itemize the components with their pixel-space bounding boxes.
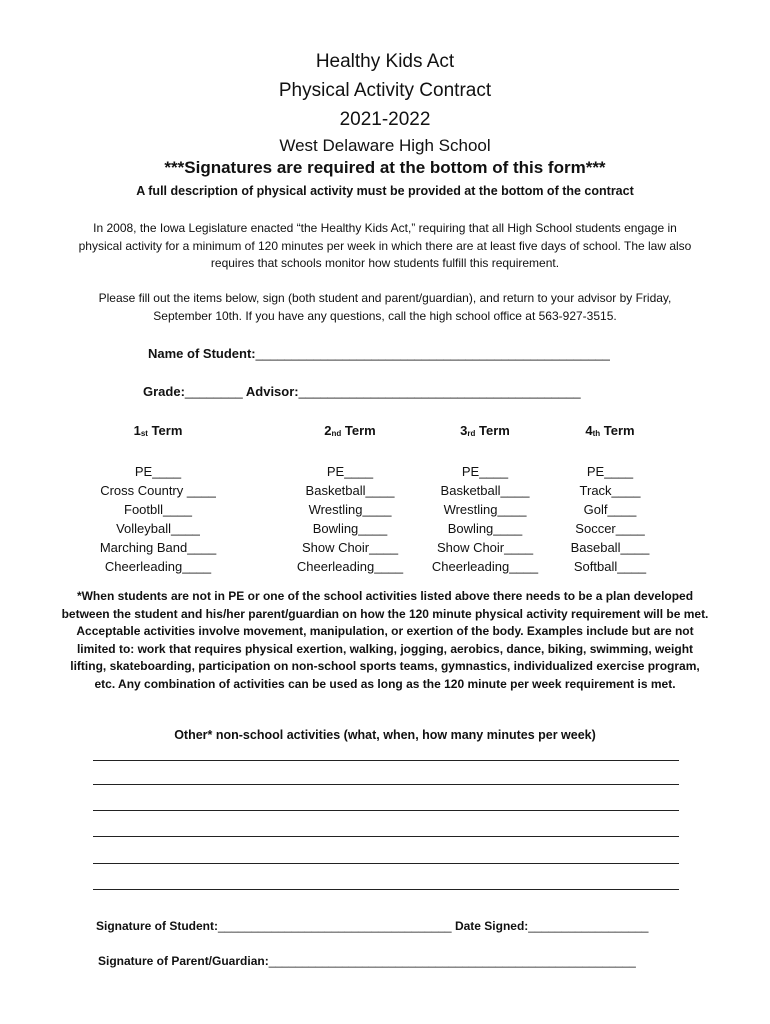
- activity-item[interactable]: Basketball____: [440, 483, 530, 498]
- activity-item[interactable]: Baseball____: [570, 540, 650, 555]
- parent-signature-label: Signature of Parent/Guardian:: [98, 954, 269, 968]
- student-signature-line[interactable]: ___________________________________: [218, 919, 452, 933]
- grade-label: Grade:: [143, 384, 185, 399]
- write-in-line[interactable]: [93, 810, 679, 811]
- activity-item[interactable]: PE____: [586, 464, 634, 479]
- school-name: West Delaware High School: [279, 136, 491, 155]
- term-header: $2_{nd}$ Term: [324, 423, 376, 438]
- student-signature-label: Signature of Student:: [96, 919, 218, 933]
- write-in-line[interactable]: [93, 863, 679, 864]
- write-in-line[interactable]: [93, 760, 679, 761]
- advisor-label: Advisor:: [245, 384, 299, 399]
- term-column-4: [530, 421, 690, 576]
- student-signature-row: [96, 919, 648, 933]
- term-header: $3_{rd}$ Term: [460, 423, 510, 438]
- grade-advisor-field[interactable]: [143, 384, 581, 399]
- activity-item[interactable]: PE____: [134, 464, 182, 479]
- description-notice: A full description of physical activity must be provided at the bottom of the contract: [136, 184, 634, 198]
- activity-item[interactable]: Footbll____: [124, 502, 192, 517]
- activity-item[interactable]: Show Choir____: [301, 540, 399, 555]
- activity-item[interactable]: PE____: [326, 464, 374, 479]
- activity-item[interactable]: Softball____: [573, 559, 647, 574]
- intro-paragraph-1: In 2008, the Iowa Legislature enacted “the Healthy Kids Act,” requiring that all High School students engage in physical activity for a minimum of 120 minutes per week in which there are at least five days of school. The law also requires that schools monitor how students fulfill this requirement.: [78, 221, 692, 270]
- activity-item[interactable]: Wrestling____: [308, 502, 392, 517]
- date-signed-line[interactable]: __________________: [528, 919, 649, 933]
- signature-notice: ***Signatures are required at the bottom of this form***: [164, 158, 606, 177]
- activity-item[interactable]: Cheerleading____: [296, 559, 404, 574]
- grade-line[interactable]: ________: [184, 384, 243, 399]
- activity-item[interactable]: Basketball____: [305, 483, 395, 498]
- student-name-field[interactable]: [148, 346, 610, 361]
- other-activities-label: Other* non-school activities (what, when, how many minutes per week): [174, 728, 596, 742]
- activity-plan-note: *When students are not in PE or one of the school activities listed above there needs to be a plan developed between the student and his/her parent/guardian on how the 120 minute physical activity requirement will be met. Acceptable activities involve movement, manipulation, or exertion of the body. Examples include but are not limited to: work that requires physical exertion, walking, jogging, aerobics, dance, biking, swimming, weight lifting, skateboarding, participation on non-school sports teams, gymnastics, individualized exercise program, etc. Any combination of activities can be used as long as the 120 minute per week requirement is met.: [61, 589, 709, 691]
- title-line-2: Physical Activity Contract: [278, 80, 492, 101]
- activity-item[interactable]: Bowling____: [312, 521, 388, 536]
- student-name-label: Name of Student:: [148, 346, 256, 361]
- parent-signature-row: [98, 954, 636, 968]
- term-header: $1_{st}$ Term: [133, 423, 183, 438]
- activity-item[interactable]: Track____: [579, 483, 641, 498]
- activity-item[interactable]: Wrestling____: [443, 502, 527, 517]
- title-line-1: Healthy Kids Act: [315, 51, 455, 72]
- activity-item[interactable]: Show Choir____: [436, 540, 534, 555]
- student-name-line[interactable]: _________________________________________________: [255, 346, 610, 361]
- activity-item[interactable]: PE____: [461, 464, 509, 479]
- intro-paragraph-2: Please fill out the items below, sign (both student and parent/guardian), and return to your advisor by Friday, September 10th. If you have any questions, call the high school office at 563-927-3515.: [98, 291, 672, 323]
- term-column-1: [78, 421, 238, 576]
- advisor-line[interactable]: _______________________________________: [298, 384, 581, 399]
- activity-item[interactable]: Golf____: [583, 502, 637, 517]
- write-in-line[interactable]: [93, 836, 679, 837]
- title-line-3: 2021-2022: [339, 109, 431, 130]
- write-in-line[interactable]: [93, 889, 679, 890]
- parent-signature-line[interactable]: _______________________________________________________: [268, 954, 636, 968]
- term-header: $4_{th}$ Term: [585, 423, 635, 438]
- write-in-line[interactable]: [93, 784, 679, 785]
- activity-item[interactable]: Volleyball____: [116, 521, 200, 536]
- activity-item[interactable]: Cheerleading____: [431, 559, 539, 574]
- date-signed-label: Date Signed:: [454, 919, 529, 933]
- activity-item[interactable]: Marching Band____: [99, 540, 217, 555]
- activity-item[interactable]: Cheerleading____: [104, 559, 212, 574]
- activity-item[interactable]: Bowling____: [447, 521, 523, 536]
- activity-item[interactable]: Soccer____: [575, 521, 645, 536]
- activity-item[interactable]: Cross Country ____: [100, 483, 216, 498]
